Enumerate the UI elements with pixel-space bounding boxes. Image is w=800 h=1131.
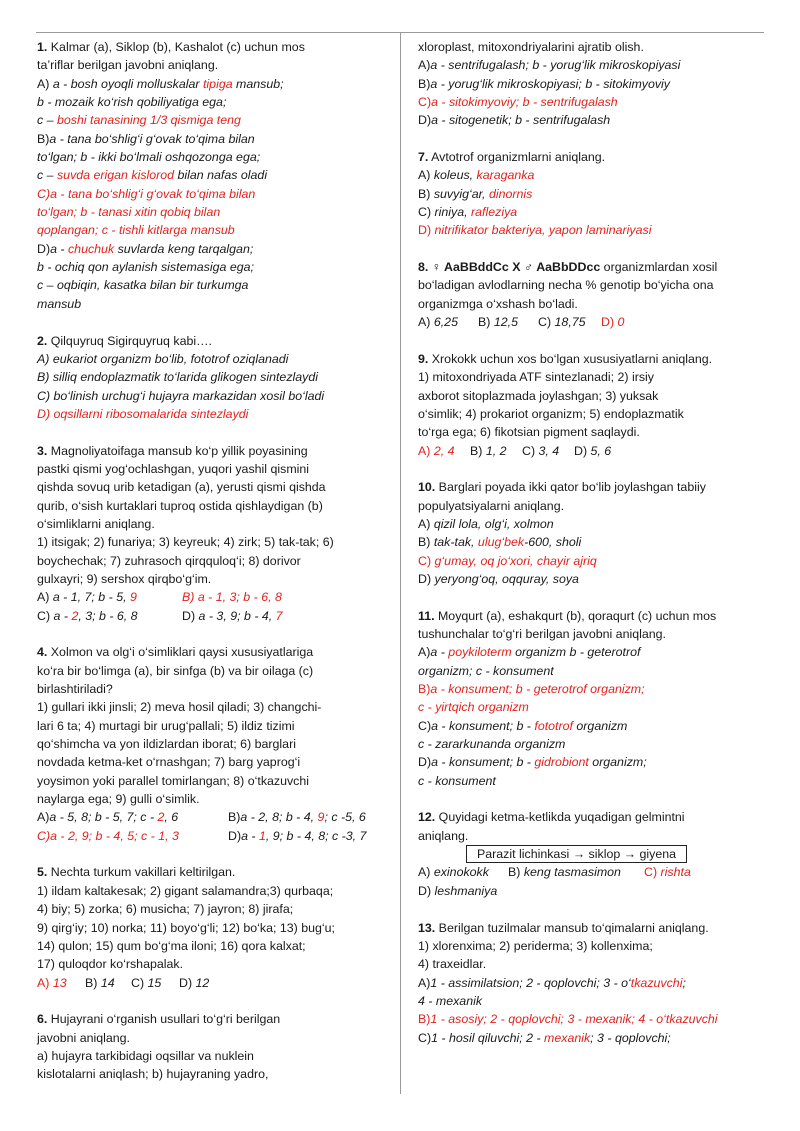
highlight: tipiga [202,76,233,91]
option-b: B) 14 [85,975,115,990]
option-d-correct: D) nitrifikator bakteriya, yapon laminariyasi [418,223,652,238]
option-a-correct: A) 13 [37,975,67,990]
option-d: D)a - konsument; b - gidrobiont organizm; [418,755,647,770]
question-2 [37,332,382,424]
question-6-start: 6. Hujayrani o‘rganish usullari to‘g‘ri berilgan javobni aniqlang. a) hujayra tarkibidagi oqsillar va nuklein kislotalarni aniqlash; b) hujayraning yadro, [37,1012,281,1082]
option-c: C)a - konsument; b - fototrof organizm [418,718,628,733]
option-d-correct: D) oqsillarni ribosomalarida sintezlaydi [37,406,249,421]
item-list: 1) xlorenxima; 2) periderma; 3) kollenxima; [418,938,653,953]
option-d: D)a - sitogenetik; b - sentrifugalash [418,113,611,128]
option-b: B) tak-tak, ulug‘bek-600, sholi [418,535,582,550]
option-a: A) eukariot organizm bo‘lib, fototrof oziqlanadi [37,351,289,366]
option-b: B) silliq endoplazmatik to‘larida glikogen sintezlaydi [37,370,318,385]
question-number: 7. [418,150,429,165]
question-number: 8. [418,260,429,275]
question-number: 3. [37,443,48,458]
question-9: 9. Xrokokk uchun xos bo‘lgan xususiyatlarni aniqlang. 1) mitoxondriyada ATF sintezlanadi; 2) irsiy axborot sitoplazmada joylashgan; 3) yuksak o‘simlik; 4) prokariot organizm; 5) endoplazmatik to‘rga ega; 6) fikotsian pigment saqlaydi. A) 2, 4 B) 1, 2 C) 3, 4 D) 5, 6 [418,350,763,460]
item-list: 1) gullari ikki jinsli; 2) meva hosil qiladi; 3) changchi- [37,700,322,715]
question-number: 1. [37,40,48,54]
question-5: 5. Nechta turkum vakillari keltirilgan. 1) ildam kaltakesak; 2) gigant salamandra;3) qurbaqa; 4) biy; 5) zorka; 6) musicha; 7) jayron; 8) jirafa; 9) qirg‘iy; 10) norka; 11) boyo‘g‘li; 12) bo‘ka; 13) bug‘u; 14) qulon; 15) qum bo‘g‘ma iloni; 16) qora kalxat; 17) quloqdor ko‘rshapalak. A) 13 B) 14 C) 15 D) 12 [37,863,382,991]
option-a: A)1 - assimilatsion; 2 - qoplovchi; 3 - o‘tkazuvchi; [418,975,686,990]
option-c: C) a - 2, 3; b - 6, 8 [37,608,138,623]
option-c: C) 3, 4 [522,443,560,458]
question-stem: Qilquyruq Sigirquyruq kabi…. [47,333,212,348]
question-7: 7. Avtotrof organizmlarni aniqlang. A) koleus, karaganka B) suvyig‘ar, dinornis C) riniya, rafleziya D) nitrifikator bakteriya, yapon laminariyasi [418,148,763,240]
question-4: 4. Xolmon va olg‘i o‘simliklari qaysi xususiyatlariga ko‘ra bir bo‘limga (a), bir sinfga (b) va bir oilaga (c) birlashtiriladi? 1) gullari ikki jinsli; 2) meva hosil qiladi; 3) changchi- lari 6 ta; 4) murtagi bir urug‘pallali; 5) ildiz tizimi qo‘shimcha va yon ildizlardan iborat; 6) barglari novdada ketma-ket o‘rnashgan; 7) barg yaprog‘i yoysimon yoki parallel tomirlangan; 8) o‘tkazuvchi naylarga ega; 9) gulli o‘simlik. A)a - 5, 8; b - 5, 7; c - 2, 6 B)a - 2, 8; b - 4, 9; c -5, 6 C)a - 2, 9; b - 4, 5; c - 1, 3 D)a - 1, 9; b - 4, 8; c -3, 7 [37,643,382,845]
option-d: D) yeryong‘oq, oqquray, soya [418,571,579,586]
option-a: A) a - bosh oyoqli molluskalar tipiga mansub; [37,76,284,91]
option-c: C)1 - hosil qiluvchi; 2 - mexanik; 3 - qoplovchi; [418,1030,671,1045]
option-b: B) 1, 2 [470,443,507,458]
genotype-cross: ♀ AaBBddCc X ♂ AaBbDDcc [428,260,601,275]
question-6-continued: xloroplast, mitoxondriyalarini ajratib olish. A)a - sentrifugalash; b - yorug‘lik mikroskopiyasi B)a - yorug‘lik mikroskopiyasi; b - sitokimyoviy C)a - sitokimyoviy; b - sentrifugalash D)a - sitogenetik; b - sentrifugalash [418,38,763,130]
option-c-correct: C) rishta [644,865,691,880]
question-1: 1. Kalmar (a), Siklop (b), Kashalot (c) uchun mos ta’riflar berilgan javobni aniqlang. A) a - bosh oyoqli molluskalar tipiga mansub; b - mozaik ko‘rish qobiliyatiga ega; c – boshi tanasining 1/3 qismiga teng B)a - tana bo‘shlig‘i g‘ovak to‘qima bilan to‘lgan; b - ikki bo‘lmali oshqozonga ega; c – suvda erigan kislorod bilan nafas oladi C)a - tana bo‘shlig‘i g‘ovak to‘qima bilan to‘lgan; b - tanasi xitin qobiq bilan qoplangan; c - tishli kitlarga mansub D)a - chuchuk suvlarda keng tarqalgan; b - ochiq qon aylanish sistemasiga ega; c – oqbiqin, kasatka bilan bir turkumga mansub [37,38,382,313]
question-number: 9. [418,351,429,366]
option-c: C) 15 [131,975,162,990]
question-number: 11. [418,608,435,623]
option-c: C) riniya, rafleziya [418,205,518,220]
option-c-correct: C)a - tana bo‘shlig‘i g‘ovak to‘qima bilan [37,186,256,201]
question-number: 2. [37,333,48,348]
highlight: suvda erigan kislorod [56,168,175,183]
option-c: C) 18,75 [538,315,586,330]
option-d: D) leshmaniya [418,883,498,898]
option-d: D) a - 3, 9; b - 4, 7 [182,608,283,623]
option-a: A) exinokokk [418,865,489,880]
option-b-correct: B)a - konsument; b - geterotrof organizm; [418,682,645,697]
question-stem: ta’riflar berilgan javobni aniqlang. [37,58,219,73]
question-stem: Kalmar (a), Siklop (b), Kashalot (c) uchun mos [47,40,305,54]
option-c-correct: C)a - 2, 9; b - 4, 5; c - 1, 3 [37,828,179,843]
question-number: 4. [37,645,48,660]
column-divider [400,32,401,1094]
question-11: 11. Moyqurt (a), eshakqurt (b), qoraqurt (c) uchun mos tushunchalar to‘g‘ri berilgan javobni aniqlang. A)a - poykiloterm organizm b - geterotrof organizm; c - konsument B)a - konsument; b - geterotrof organizm; c - yirtqich organizm C)a - konsument; b - fototrof organizm c - zararkunanda organizm D)a - konsument; b - gidrobiont organizm; c - konsument [418,607,763,790]
option-a: A) qizil lola, olg‘i, xolmon [418,516,554,531]
option-a: A) 6,25 [418,315,458,330]
option-c: C) bo‘linish urchug‘i hujayra markazidan xosil bo‘ladi [37,388,325,403]
option-b: B)a - tana bo‘shlig‘i g‘ovak to‘qima bilan [37,131,255,146]
option-d-correct: D) 0 [601,315,625,330]
option-b: B) keng tasmasimon [508,865,621,880]
option-d: D) 12 [179,975,210,990]
option-a: A) a - 1, 7; b - 5, 9 [37,590,137,605]
option-b: B)a - 2, 8; b - 4, 9; c -5, 6 [228,810,366,825]
question-3: 3. Magnoliyatoifaga mansub ko‘p yillik poyasining pastki qismi yog‘ochlashgan, yuqori yashil qismini qishda sovuq urib ketadigan (a), yerusti qismi qishda qurib, o‘sish kurtaklari tuproq ostida qishlaydigan (b) o‘simliklarni aniqlang. 1) itsigak; 2) funariya; 3) keyreuk; 4) zirk; 5) tak-tak; 6) boychechak; 7) zuhrasoch qirqquloq‘i; 8) dorivor gulxayri; 9) sershox qirqbo‘g‘im. A) a - 1, 7; b - 5, 9 B) a - 1, 3; b - 6, 8 C) a - 2, 3; b - 6, 8 D) a - 3, 9; b - 4, 7 [37,442,382,625]
option-b: B) suvyig‘ar, dinornis [418,186,533,201]
item-list: 1) itsigak; 2) funariya; 3) keyreuk; 4) zirk; 5) tak-tak; 6) [37,535,334,550]
question-number: 5. [37,865,48,880]
highlight: boshi tanasining 1/3 qismiga teng [56,113,241,128]
option-b: B) 12,5 [478,315,518,330]
question-8: 8. ♀ AaBBddCc X ♂ AaBbDDcc organizmlardan xosil bo‘ladigan avlodlarning necha % genotip bo‘yicha ona organizmga o‘xshash bo‘ladi. A) 6,25 B) 12,5 C) 18,75 D) 0 [418,258,763,331]
option-b-correct: B)1 - asosiy; 2 - qoplovchi; 3 - mexanik; 4 - o‘tkazuvchi [418,1012,718,1027]
option-a: A)a - poykiloterm organizm b - geterotrof [418,645,641,660]
item-list: 1) ildam kaltakesak; 2) gigant salamandra;3) qurbaqa; [37,883,334,898]
option-a: A)a - sentrifugalash; b - yorug‘lik mikroskopiyasi [418,58,681,73]
sequence-box: Parazit lichinkasi → siklop → giyena [466,845,687,863]
question-12: 12. Quyidagi ketma-ketlikda yuqadigan gelmintni aniqlang. Parazit lichinkasi → siklop → giyena A) exinokokk B) keng tasmasimon C) rishta D) leshmaniya [418,808,763,900]
question-10: 10. Barglari poyada ikki qator bo‘lib joylashgan tabiiy populyatsiyalarni aniqlang. A) qizil lola, olg‘i, xolmon B) tak-tak, ulug‘bek-600, sholi C) g‘umay, oq jo‘xori, chayir ajriq D) yeryong‘oq, oqquray, soya [418,478,763,588]
option-a-correct: A) 2, 4 [418,443,455,458]
question-number: 13. [418,920,436,935]
option-d: D) 5, 6 [574,443,612,458]
question-number: 12. [418,810,436,825]
option-d: D)a - 1, 9; b - 4, 8; c -3, 7 [228,828,367,843]
option-a: A)a - 5, 8; b - 5, 7; c - 2, 6 [37,810,179,825]
right-column [418,38,763,1065]
option-c-correct: C) g‘umay, oq jo‘xori, chayir ajriq [418,553,597,568]
question-number: 10. [418,480,436,495]
option-b: B)a - yorug‘lik mikroskopiyasi; b - sitokimyoviy [418,76,670,91]
option-c-correct: C)a - sitokimyoviy; b - sentrifugalash [418,95,618,110]
option-a: A) koleus, karaganka [418,168,535,183]
question-13: 13. Berilgan tuzilmalar mansub to‘qimalarni aniqlang. 1) xlorenxima; 2) periderma; 3) kollenxima; 4) traxeidlar. A)1 - assimilatsion; 2 - qoplovchi; 3 - o‘tkazuvchi; 4 - mexanik B)1 - asosiy; 2 - qoplovchi; 3 - mexanik; 4 - o‘tkazuvchi C)1 - hosil qiluvchi; 2 - mexanik; 3 - qoplovchi; [418,919,763,1047]
left-column [37,38,382,1102]
option-d: D)a - chuchuk suvlarda keng tarqalgan; [37,241,254,256]
question-number: 6. [37,1012,48,1027]
option-b-correct: B) a - 1, 3; b - 6, 8 [182,590,282,605]
highlight: chuchuk [67,241,115,256]
item-list: 1) mitoxondriyada ATF sintezlanadi; 2) irsiy [418,370,654,385]
